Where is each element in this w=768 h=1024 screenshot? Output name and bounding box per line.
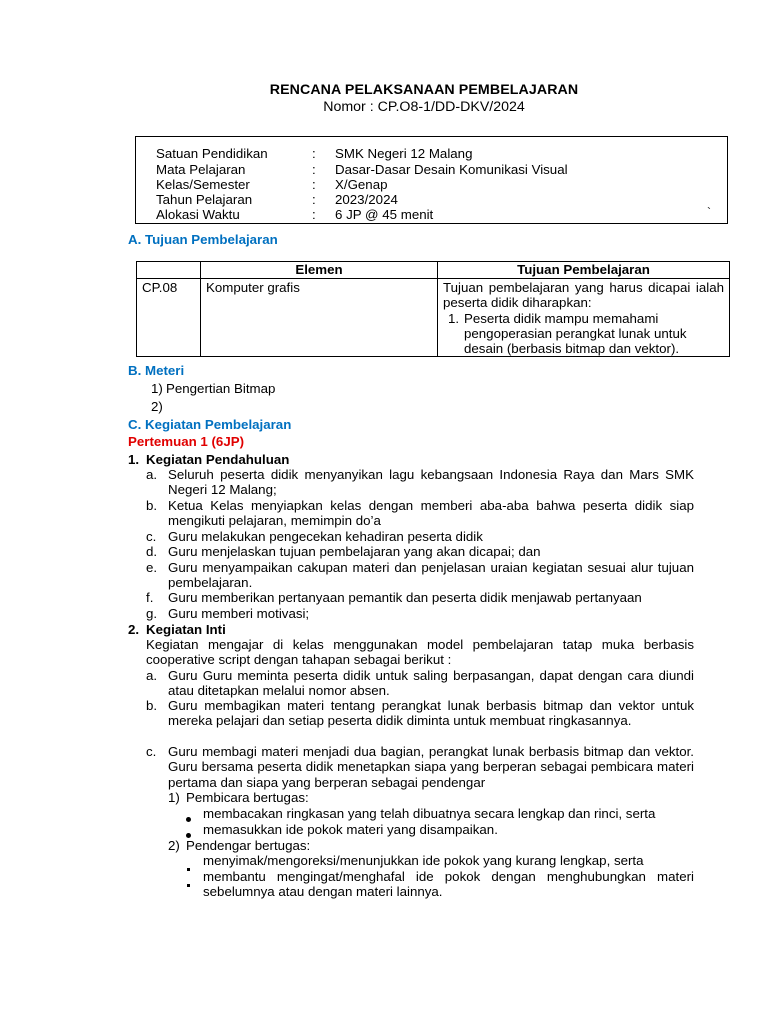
materi-number: 1) — [151, 381, 163, 396]
list-marker: e. — [146, 560, 158, 575]
info-separator: : — [312, 146, 316, 161]
sub-label: Pendengar bertugas: — [186, 838, 311, 853]
objective-intro: Tujuan pembelajaran yang harus dicapai ialah peserta didik diharapkan: — [443, 280, 724, 311]
pendahuluan-number: 1. — [128, 452, 140, 467]
info-value: 2023/2024 — [335, 192, 398, 207]
sub-label: Pembicara bertugas: — [186, 790, 309, 805]
pendahuluan-heading: Kegiatan Pendahuluan — [146, 452, 290, 467]
list-item: Guru membagi materi menjadi dua bagian, perangkat lunak berbasis bitmap dan vektor. Guru bersama peserta didik menetapkan siapa yang berperan sebagai pembicara materi pertama dan siapa yang berperan sebagai pendengar — [168, 744, 694, 790]
sub-number: 2) — [168, 838, 180, 853]
list-item: Guru membagikan materi tentang perangkat lunak berbasis bitmap dan vektor untuk mereka pelajari dan setiap peserta didik diminta untuk membuat ringkasannya. — [168, 698, 694, 729]
list-marker: b. — [146, 498, 158, 513]
bullet-square-icon — [187, 859, 190, 874]
table-cell-elemen: Komputer grafis — [201, 279, 438, 357]
info-separator: : — [312, 207, 316, 222]
section-a-heading: A. Tujuan Pembelajaran — [128, 232, 278, 247]
materi-item — [151, 381, 276, 396]
list-marker: c. — [146, 529, 157, 544]
inti-heading: Kegiatan Inti — [146, 622, 226, 637]
info-label: Satuan Pendidikan — [156, 146, 268, 161]
list-item: Seluruh peserta didik menyanyikan lagu kebangsaan Indonesia Raya dan Mars SMK Negeri 12 Malang; — [168, 467, 694, 498]
section-b-heading: B. Meteri — [128, 363, 185, 378]
document-title: RENCANA PELAKSANAAN PEMBELAJARAN — [269, 82, 579, 98]
bullet-item: membacakan ringkasan yang telah dibuatnya secara lengkap dan rinci, serta — [203, 806, 656, 821]
objective-number: 1. — [448, 310, 460, 326]
objective-item — [443, 311, 724, 357]
materi-number: 2) — [151, 399, 163, 414]
info-value: X/Genap — [335, 177, 388, 192]
table-cell-objective — [438, 279, 730, 357]
list-marker: d. — [146, 544, 158, 559]
info-value: Dasar-Dasar Desain Komunikasi Visual — [335, 162, 568, 177]
materi-text: Pengertian Bitmap — [166, 381, 276, 396]
info-label: Alokasi Waktu — [156, 207, 240, 222]
info-value: 6 JP @ 45 menit — [335, 207, 434, 222]
table-cell-code: CP.08 — [137, 279, 201, 357]
list-marker: a. — [146, 467, 158, 482]
info-label: Tahun Pelajaran — [156, 192, 253, 207]
info-value: SMK Negeri 12 Malang — [335, 146, 473, 161]
info-separator: : — [312, 162, 316, 177]
list-marker: g. — [146, 606, 158, 621]
list-item: Guru melakukan pengecekan kehadiran peserta didik — [168, 529, 483, 544]
info-label: Mata Pelajaran — [156, 162, 246, 177]
objective-text: Peserta didik mampu memahami pengoperasian perangkat lunak untuk desain (berbasis bitmap dan vektor). — [464, 310, 687, 357]
table-header-cell — [137, 262, 201, 279]
list-item: Guru menjelaskan tujuan pembelajaran yang akan dicapai; dan — [168, 544, 541, 559]
bullet-item: membantu mengingat/menghafal ide pokok dengan menghubungkan materi sebelumnya atau dengan materi lainnya. — [203, 869, 694, 900]
list-item: Guru memberi motivasi; — [168, 606, 310, 621]
bullet-item: memasukkan ide pokok materi yang disampaikan. — [203, 822, 498, 837]
sub-number: 1) — [168, 790, 180, 805]
meeting-heading: Pertemuan 1 (6JP) — [128, 434, 245, 449]
list-marker: f. — [146, 590, 154, 605]
bullet-square-icon — [187, 875, 190, 890]
list-marker: c. — [146, 744, 157, 759]
list-item: Guru Guru meminta peserta didik untuk saling berpasangan, dapat dengan cara diundi atau ditetapkan melalui nomor absen. — [168, 668, 694, 699]
section-c-heading: C. Kegiatan Pembelajaran — [128, 417, 292, 432]
document-number: Nomor : CP.O8-1/DD-DKV/2024 — [323, 99, 525, 115]
list-item: Ketua Kelas menyiapkan kelas dengan memberi aba-aba bahwa peserta didik siap mengikuti pelajaran, memimpin do’a — [168, 498, 694, 529]
inti-number: 2. — [128, 622, 140, 637]
objective-list — [443, 311, 724, 357]
inti-intro: Kegiatan mengajar di kelas menggunakan model pembelajaran tatap muka berbasis cooperative script dengan tahapan sebagai berikut : — [146, 637, 694, 668]
document-header — [0, 81, 768, 116]
table-header-cell: Elemen — [201, 262, 438, 279]
materi-item — [151, 399, 163, 414]
list-item: Guru menyampaikan cakupan materi dan penjelasan uraian kegiatan sesuai alur tujuan pembelajaran. — [168, 560, 694, 591]
stray-backtick: ` — [707, 205, 711, 219]
identity-box — [135, 136, 728, 224]
bullet-item: menyimak/mengoreksi/menunjukkan ide pokok yang kurang lengkap, serta — [203, 853, 644, 868]
learning-objectives-table — [136, 261, 730, 357]
table-header-cell: Tujuan Pembelajaran — [438, 262, 730, 279]
list-marker: a. — [146, 668, 158, 683]
table-header-row — [137, 262, 730, 279]
list-marker: b. — [146, 698, 158, 713]
info-label: Kelas/Semester — [156, 177, 250, 192]
info-separator: : — [312, 177, 316, 192]
table-row — [137, 279, 730, 357]
list-item: Guru memberikan pertanyaan pemantik dan peserta didik menjawab pertanyaan — [168, 590, 642, 605]
bullet-dot-icon — [186, 810, 191, 825]
info-separator: : — [312, 192, 316, 207]
